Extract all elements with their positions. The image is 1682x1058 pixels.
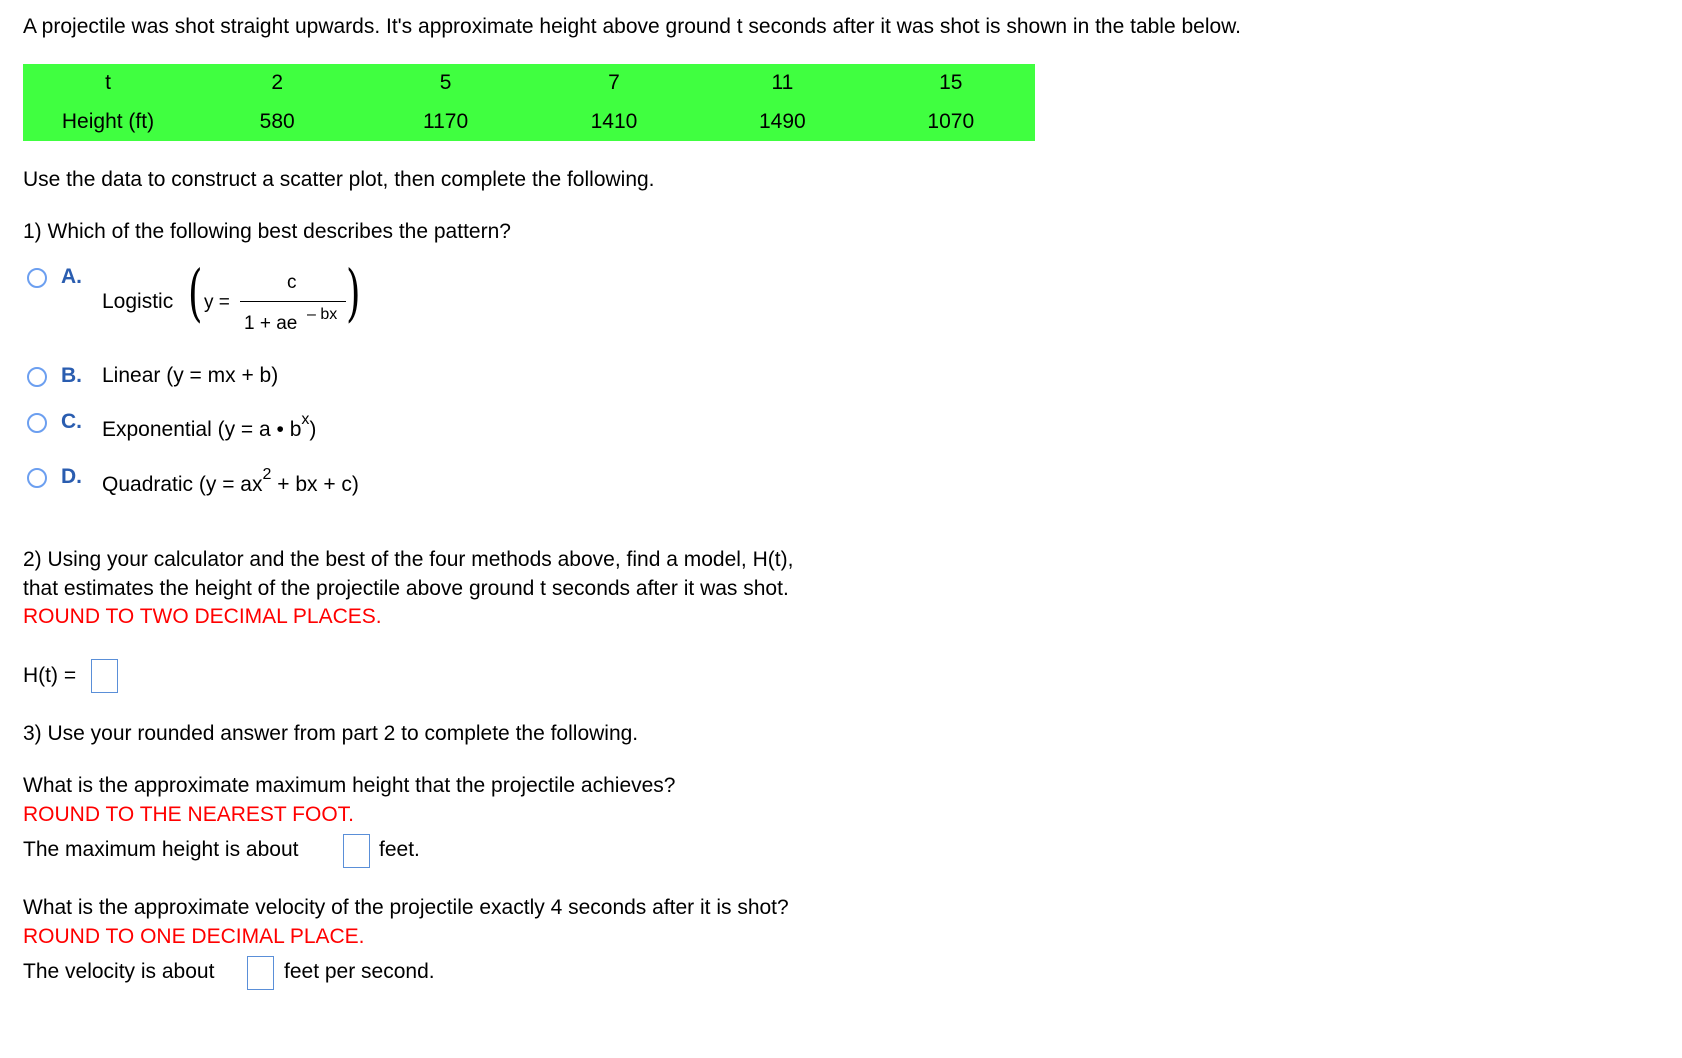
formula-exponent: – bx [307, 306, 338, 323]
velocity-round: ROUND TO ONE DECIMAL PLACE. [23, 925, 365, 948]
table-row [23, 64, 1035, 103]
option-b-text: Linear (y = mx + b) [102, 364, 279, 387]
instruction-text: Use the data to construct a scatter plot, then complete the following. [23, 168, 655, 191]
table-cell: 5 [439, 71, 452, 95]
formula-numerator: c [287, 272, 297, 293]
option-d-text: Quadratic ($y = ax^2$ + bx + c) [102, 466, 359, 496]
option-a-text: Logistic [102, 290, 174, 313]
table-cell: 11 [771, 71, 794, 95]
q2-round-instruction: ROUND TO TWO DECIMAL PLACES. [23, 605, 382, 628]
option-b-letter: B. [61, 364, 82, 387]
option-b-radio[interactable] [27, 367, 47, 387]
table-row [23, 103, 1035, 142]
table-cell: 7 [608, 71, 620, 95]
right-paren: ) [346, 256, 361, 329]
option-d-radio[interactable] [27, 468, 47, 488]
table-row-label: Height (ft) [61, 109, 155, 133]
table-cell: 15 [939, 71, 963, 95]
velocity-suffix: feet per second. [284, 960, 435, 983]
left-paren: ( [188, 256, 203, 329]
table-row-label: t [105, 71, 111, 95]
ht-answer-input[interactable] [91, 659, 118, 693]
max-height-question: What is the approximate maximum height that the projectile achieves? [23, 774, 676, 797]
q2-line1: 2) Using your calculator and the best of the four methods above, find a model, H(t), [23, 548, 794, 571]
option-c-text: Exponential (y = a • $b^x$) [102, 411, 317, 441]
option-d-letter: D. [61, 465, 82, 488]
table-cell: 1170 [423, 109, 469, 133]
table-cell: 1410 [590, 109, 638, 133]
table-cell: 2 [271, 71, 284, 95]
data-table [23, 64, 1035, 141]
velocity-input[interactable] [247, 956, 274, 990]
table-cell: 580 [259, 109, 295, 133]
table-cell: 1070 [927, 109, 975, 133]
max-height-input[interactable] [343, 834, 370, 868]
formula-denominator: 1 + ae [244, 313, 298, 334]
intro-text: A projectile was shot straight upwards. It's approximate height above ground t seconds after it was shot is shown in the table below. [23, 15, 1242, 38]
option-c-radio[interactable] [27, 413, 47, 433]
max-height-prefix: The maximum height is about [23, 838, 299, 861]
max-height-suffix: feet. [379, 838, 420, 861]
option-a-letter: A. [61, 265, 82, 288]
max-height-round: ROUND TO THE NEAREST FOOT. [23, 803, 354, 826]
ht-label: H(t) = [23, 664, 77, 687]
option-a-radio[interactable] [27, 268, 47, 288]
q3-prompt: 3) Use your rounded answer from part 2 to complete the following. [23, 722, 639, 745]
table-cell: 1490 [759, 109, 806, 133]
option-c-letter: C. [61, 410, 82, 433]
velocity-prefix: The velocity is about [23, 960, 215, 983]
q2-line2: that estimates the height of the projectile above ground t seconds after it was shot. [23, 577, 789, 600]
formula-lhs: y = [204, 292, 230, 313]
fraction-bar [240, 301, 346, 302]
q1-prompt: 1) Which of the following best describes the pattern? [23, 220, 511, 243]
velocity-question: What is the approximate velocity of the projectile exactly 4 seconds after it is shot? [23, 896, 789, 919]
